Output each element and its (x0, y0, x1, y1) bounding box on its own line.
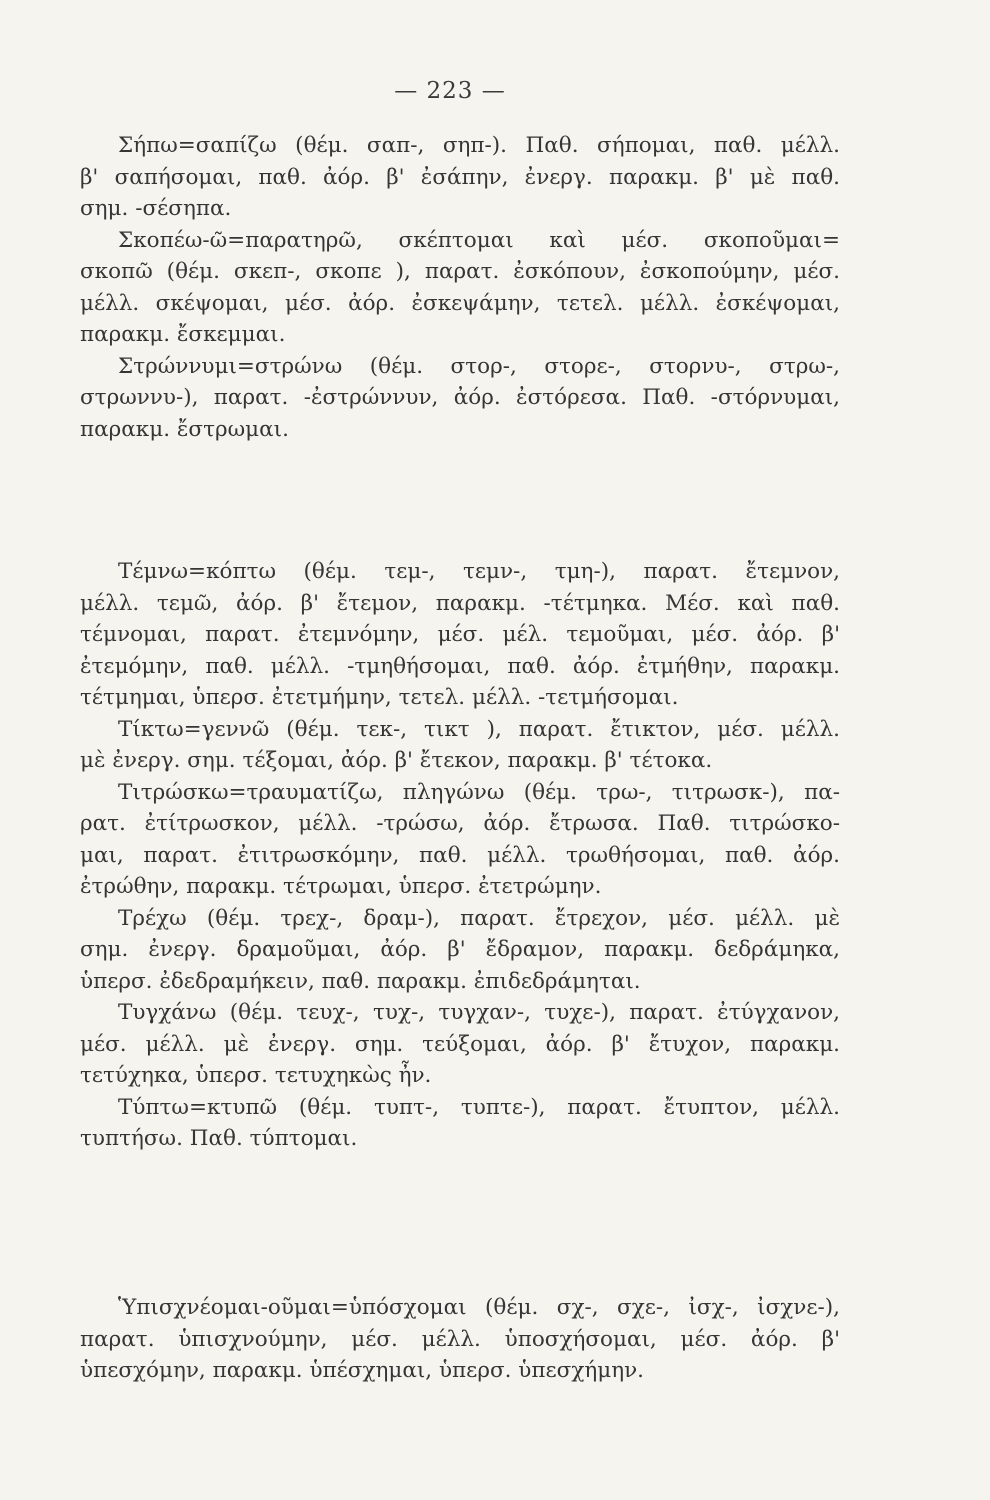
text-line: Τυγχάνω (θέμ. τευχ-, τυχ-, τυγχαν-, τυχε-), παρατ. ἐτύγχανον, (118, 1000, 840, 1025)
text-line: ἐτρώθην, παρακμ. τέτρωμαι, ὑπερσ. ἐτετρώμην. (80, 874, 602, 899)
section-y (80, 1292, 840, 1387)
text-line: Τιτρώσκω=τραυματίζω, πληγώνω (θέμ. τρω-, τιτρωσκ-), πα- (118, 779, 840, 805)
text-line: μέσ. μέλλ. μὲ ἐνεργ. σημ. τεύξομαι, ἀόρ. β' ἔτυχον, παρακμ. (80, 1031, 840, 1057)
entry-trecho (80, 903, 840, 998)
text-line: Σκοπέω-ῶ=παρατηρῶ, σκέπτομαι καὶ μέσ. σκοποῦμαι= (118, 227, 840, 253)
text-line: μὲ ἐνεργ. σημ. τέξομαι, ἀόρ. β' ἔτεκον, παρακμ. β' τέτοκα. (80, 748, 713, 773)
text-line: σκοπῶ (θέμ. σκεπ-, σκοπε ), παρατ. ἐσκόπουν, ἐσκοπούμην, μέσ. (80, 259, 840, 284)
entry-temno (80, 556, 840, 714)
text-line: Τίκτω=γεννῶ (θέμ. τεκ-, τικτ ), παρατ. ἔτικτον, μέσ. μέλλ. (118, 716, 840, 742)
text-line: σημ. -σέσηπα. (80, 196, 232, 221)
text-line: τυπτήσω. Παθ. τύπτομαι. (80, 1126, 358, 1151)
entry-sepo (80, 130, 840, 225)
text-line: ἐτεμόμην, παθ. μέλλ. -τμηθήσομαι, παθ. ἀόρ. ἐτμήθην, παρακμ. (80, 653, 840, 679)
entry-typto (80, 1092, 840, 1155)
text-line: στρωννυ-), παρατ. -ἐστρώννυν, ἀόρ. ἐστόρεσα. Παθ. -στόρνυμαι, (80, 385, 840, 410)
entry-tikto (80, 714, 840, 777)
section-t (80, 556, 840, 1155)
text-line: ρατ. ἐτίτρωσκον, μέλλ. -τρώσω, ἀόρ. ἔτρωσα. Παθ. τιτρώσκο- (80, 811, 840, 836)
text-line: τέτμημαι, ὑπερσ. ἐτετμήμην, τετελ. μέλλ. -τετμήσομαι. (80, 685, 679, 710)
entry-stronnymi (80, 351, 840, 446)
text-line: τετύχηκα, ὑπερσ. τετυχηκὼς ἦν. (80, 1063, 432, 1088)
section-s (80, 130, 840, 445)
entry-skopeo (80, 225, 840, 351)
text-line: ὑπερσ. ἐδεδραμήκειν, παθ. παρακμ. ἐπιδεδράμηται. (80, 968, 641, 994)
page-number: — 223 — (394, 78, 506, 104)
text-line: παρακμ. ἔσκεμμαι. (80, 322, 286, 347)
text-line: μέλλ. τεμῶ, ἀόρ. β' ἔτεμον, παρακμ. -τέτμηκα. Μέσ. καὶ παθ. (80, 590, 840, 616)
text-line: τέμνομαι, παρατ. ἐτεμνόμην, μέσ. μέλ. τεμοῦμαι, μέσ. ἀόρ. β' (80, 622, 840, 647)
text-line: μαι, παρατ. ἐτιτρωσκόμην, παθ. μέλλ. τρωθήσομαι, παθ. ἀόρ. (80, 842, 840, 868)
entry-titrosko (80, 777, 840, 903)
text-line: Τέμνω=κόπτω (θέμ. τεμ-, τεμν-, τμη-), παρατ. ἔτεμνον, (118, 559, 840, 584)
entry-tygchano (80, 997, 840, 1092)
text-line: β' σαπήσομαι, παθ. ἀόρ. β' ἐσάπην, ἐνεργ. παρακμ. β' μὲ παθ. (80, 164, 840, 190)
text-line: Στρώννυμι=στρώνω (θέμ. στορ-, στορε-, στορνυ-, στρω-, (118, 353, 840, 379)
text-line: Ὑπισχνέομαι-οῦμαι=ὑπόσχομαι (θέμ. σχ-, σχε-, ἰσχ-, ἰσχνε-), (118, 1295, 840, 1320)
text-line: Τρέχω (θέμ. τρεχ-, δραμ-), παρατ. ἔτρεχον, μέσ. μέλλ. μὲ (118, 905, 840, 931)
text-line: μέλλ. σκέψομαι, μέσ. ἀόρ. ἐσκεψάμην, τετελ. μέλλ. ἐσκέψομαι, (80, 290, 840, 316)
text-line: σημ. ἐνεργ. δραμοῦμαι, ἀόρ. β' ἔδραμον, παρακμ. δεδράμηκα, (80, 937, 840, 962)
text-line: παρατ. ὑπισχνούμην, μέσ. μέλλ. ὑποσχήσομαι, μέσ. ἀόρ. β' (80, 1326, 840, 1352)
text-line: παρακμ. ἔστρωμαι. (80, 416, 289, 442)
text-line: Σήπω=σαπίζω (θέμ. σαπ-, σηπ-). Παθ. σήπομαι, παθ. μέλλ. (118, 133, 840, 158)
text-line: ὑπεσχόμην, παρακμ. ὑπέσχημαι, ὑπερσ. ὑπεσχήμην. (80, 1358, 644, 1383)
text-line: Τύπτω=κτυπῶ (θέμ. τυπτ-, τυπτε-), παρατ. ἔτυπτον, μέλλ. (118, 1094, 840, 1120)
entry-yposchneomai (80, 1292, 840, 1387)
